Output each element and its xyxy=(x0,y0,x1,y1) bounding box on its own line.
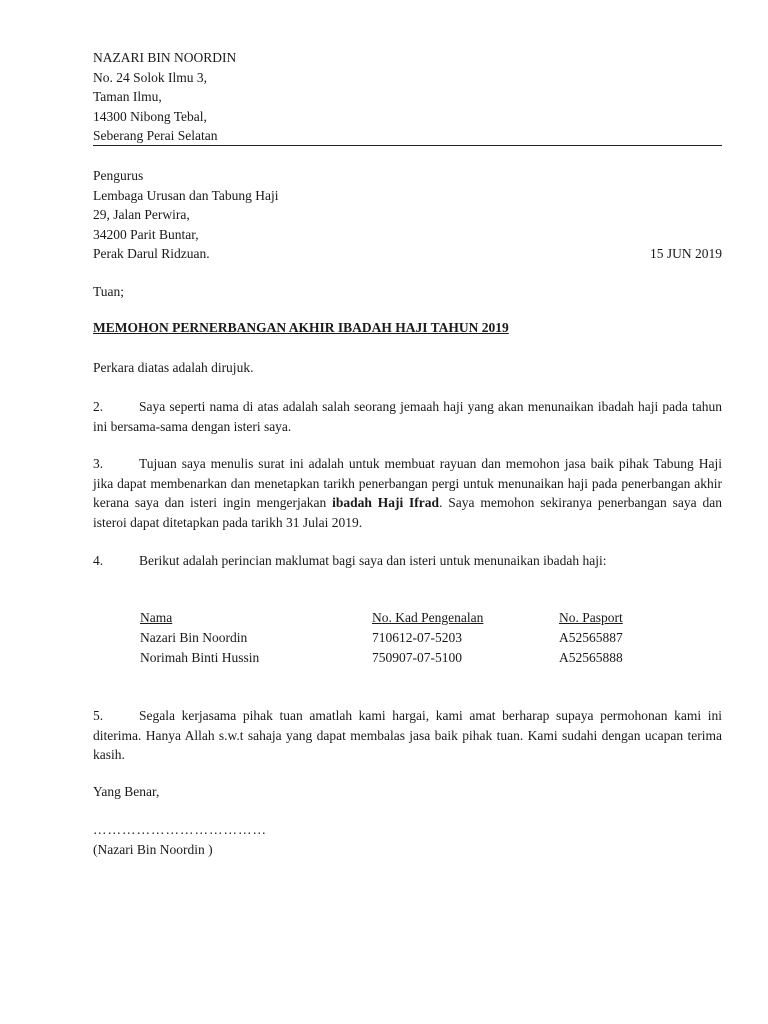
paragraph-3 xyxy=(93,454,722,532)
table-cell: Nazari Bin Noordin xyxy=(140,630,248,645)
paragraph-1: Perkara diatas adalah dirujuk. xyxy=(93,360,254,375)
paragraph-number: 5. xyxy=(93,708,104,723)
table-cell: 710612-07-5203 xyxy=(372,630,462,645)
signature-line: ……………………………… xyxy=(93,822,267,837)
table-cell: A52565888 xyxy=(559,650,623,665)
column-header-ic: No. Kad Pengenalan xyxy=(372,610,484,625)
paragraph-text: . Saya memohon sekiranya penerbangan saya dan isteroi dapat ditetapkan pada tarikh 31 Julai 2019. xyxy=(93,495,722,530)
salutation: Tuan; xyxy=(93,284,125,299)
sender-block xyxy=(93,48,722,146)
header-divider xyxy=(93,145,722,146)
table-row xyxy=(140,628,700,648)
recipient-line: Perak Darul Ridzuan. xyxy=(93,246,210,261)
table-row xyxy=(140,648,700,668)
recipient-line: Pengurus xyxy=(93,168,144,183)
letter-date: 15 JUN 2019 xyxy=(649,246,722,261)
paragraph-text: Segala kerjasama pihak tuan amatlah kami hargai, kami amat berharap supaya permohonan kami ini diterima. Hanya Allah s.w.t sahaja yang dapat membalas jasa baik pihak tuan. Kami sudahi dengan ucapan terima kasih. xyxy=(93,708,722,762)
paragraph-number: 2. xyxy=(93,399,104,414)
pilgrim-details-table xyxy=(140,608,700,668)
table-header-row xyxy=(140,608,700,628)
sender-address-line: No. 24 Solok Ilmu 3, xyxy=(93,69,208,85)
paragraph-number: 3. xyxy=(93,456,104,471)
sender-address-line: Seberang Perai Selatan xyxy=(93,128,218,143)
table-cell: 750907-07-5100 xyxy=(372,650,462,665)
table-cell: Norimah Binti Hussin xyxy=(140,650,260,665)
recipient-line: 29, Jalan Perwira, xyxy=(93,207,190,222)
sender-address-line: 14300 Nibong Tebal, xyxy=(93,108,207,124)
recipient-block xyxy=(93,166,722,264)
paragraph-2 xyxy=(93,397,722,436)
paragraph-text: Berikut adalah perincian maklumat bagi saya dan isteri untuk menunaikan ibadah haji: xyxy=(139,553,607,568)
recipient-line: Lembaga Urusan dan Tabung Haji xyxy=(93,187,279,203)
recipient-line: 34200 Parit Buntar, xyxy=(93,226,199,242)
bold-phrase: ibadah Haji Ifrad xyxy=(332,495,440,510)
paragraph-5 xyxy=(93,706,722,765)
paragraph-4 xyxy=(93,551,722,571)
closing: Yang Benar, xyxy=(93,784,160,799)
signature-name: (Nazari Bin Noordin ) xyxy=(93,842,213,857)
column-header-passport: No. Pasport xyxy=(559,610,623,625)
paragraph-text: Saya seperti nama di atas adalah salah seorang jemaah haji yang akan menunaikan ibadah haji pada tahun ini bersama-sama dengan isteri saya. xyxy=(93,399,722,434)
sender-address-line: Taman Ilmu, xyxy=(93,89,162,104)
table-cell: A52565887 xyxy=(559,630,623,645)
subject-heading: MEMOHON PERNERBANGAN AKHIR IBADAH HAJI TAHUN 2019 xyxy=(93,320,509,335)
paragraph-number: 4. xyxy=(93,553,104,568)
column-header-name: Nama xyxy=(140,610,173,625)
paragraph-text: Tujuan saya menulis surat ini adalah untuk membuat rayuan dan memohon jasa baik pihak Tabung Haji jika dapat membenarkan dan menetapkan tarikh penerbangan pergi untuk menunaikan haji pada penerbangan akhir kerana saya dan isteri ingin mengerjakan xyxy=(93,456,722,510)
sender-name: NAZARI BIN NOORDIN xyxy=(93,50,237,65)
